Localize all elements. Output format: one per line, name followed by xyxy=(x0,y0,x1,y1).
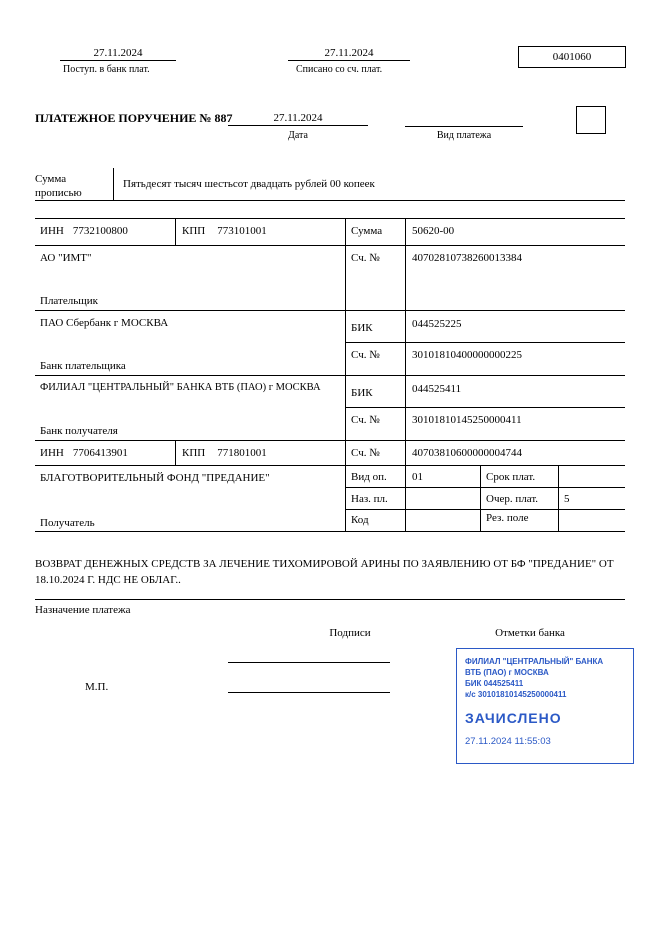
stamp-place-label: М.П. xyxy=(85,681,109,693)
table-vline xyxy=(405,218,406,531)
payee-bank-account-value: 30101810145250000411 xyxy=(412,414,522,426)
payee-name: БЛАГОТВОРИТЕЛЬНЫЙ ФОНД "ПРЕДАНИЕ" xyxy=(40,472,270,484)
table-line xyxy=(345,342,625,343)
payee-section-label: Получатель xyxy=(40,517,95,529)
amount-words-label-line2: прописью xyxy=(35,187,82,199)
payment-kind-label: Вид платежа xyxy=(436,130,492,141)
payer-account-label: Сч. № xyxy=(351,252,380,264)
bank-marks-label: Отметки банка xyxy=(495,627,565,639)
payee-bank-name: ФИЛИАЛ "ЦЕНТРАЛЬНЫЙ" БАНКА ВТБ (ПАО) г МОСКВА xyxy=(40,382,321,393)
amount-label: Сумма xyxy=(351,225,383,237)
payer-kpp-cell xyxy=(182,224,267,238)
table-line xyxy=(35,310,625,311)
payee-bank-account-label: Сч. № xyxy=(351,414,380,426)
amount-words-underline xyxy=(35,200,625,201)
payer-kpp-label: КПП xyxy=(182,225,206,237)
payee-kpp-label: КПП xyxy=(182,447,206,459)
payment-kind-line xyxy=(405,126,523,127)
table-vline xyxy=(175,218,176,245)
received-date-label: Поступ. в банк плат. xyxy=(63,64,150,75)
stamp-status: ЗАЧИСЛЕНО xyxy=(465,710,562,726)
payee-account-value: 40703810600000004744 xyxy=(412,447,522,459)
status-code-box xyxy=(576,106,606,134)
payer-name: АО "ИМТ" xyxy=(40,252,92,264)
amount-value: 50620-00 xyxy=(412,225,455,237)
payer-section-label: Плательщик xyxy=(40,295,98,307)
payer-bank-section-label: Банк плательщика xyxy=(40,360,126,372)
purpose-underline xyxy=(35,599,625,600)
payer-bank-account-value: 30101810400000000225 xyxy=(412,349,522,361)
payer-kpp-value: 773101001 xyxy=(217,225,267,237)
payer-bank-bik-label: БИК xyxy=(351,322,373,334)
signature-line xyxy=(228,692,390,693)
stamp-datetime: 27.11.2024 11:55:03 xyxy=(465,736,551,747)
document-date-label: Дата xyxy=(288,130,308,141)
payer-inn-label: ИНН xyxy=(40,225,64,237)
payer-inn-cell xyxy=(40,224,128,238)
form-code-box: 0401060 xyxy=(518,46,626,68)
table-line xyxy=(345,487,625,488)
purpose-text: ВОЗВРАТ ДЕНЕЖНЫХ СРЕДСТВ ЗА ЛЕЧЕНИЕ ТИХОМИРОВОЙ АРИНЫ ПО ЗАЯВЛЕНИЮ ОТ БФ "ПРЕДАНИЕ" ОТ 18.10.2024 Г. НДС НЕ ОБЛАГ.. xyxy=(35,558,614,586)
signature-line xyxy=(228,662,390,663)
stamp-bik: БИК 044525411 xyxy=(465,679,524,688)
bank-stamp xyxy=(456,648,634,764)
table-line xyxy=(35,245,625,246)
purpose-label: Назначение платежа xyxy=(35,604,131,616)
payer-bank-account-label: Сч. № xyxy=(351,349,380,361)
vid-op-value: 01 xyxy=(412,471,423,483)
amount-words-label-line1: Сумма xyxy=(35,173,67,185)
amount-words-value: Пятьдесят тысяч шестьсот двадцать рублей 00 копеек xyxy=(123,178,375,190)
payee-bank-bik-value: 044525411 xyxy=(412,383,462,395)
payer-account-value: 40702810738260013384 xyxy=(412,252,522,264)
amount-words-divider xyxy=(113,168,114,200)
signatures-label: Подписи xyxy=(329,627,371,639)
stamp-bank-line1: ФИЛИАЛ "ЦЕНТРАЛЬНЫЙ" БАНКА xyxy=(465,657,604,666)
table-line xyxy=(35,440,625,441)
payer-bank-name: ПАО Сбербанк г МОСКВА xyxy=(40,317,169,329)
stamp-bank-line2: ВТБ (ПАО) г МОСКВА xyxy=(465,668,549,677)
payee-bank-section-label: Банк получателя xyxy=(40,425,118,437)
debited-date-label: Списано со сч. плат. xyxy=(296,64,383,75)
ocher-plat-label: Очер. плат. xyxy=(486,493,539,505)
table-line xyxy=(35,465,625,466)
kod-label: Код xyxy=(351,514,369,526)
payee-inn-cell xyxy=(40,446,128,460)
stamp-corr-account: к/с 30101810145250000411 xyxy=(465,690,567,699)
payee-kpp-value: 771801001 xyxy=(217,447,267,459)
table-vline xyxy=(345,218,346,531)
document-date-value: 27.11.2024 xyxy=(228,111,368,126)
payer-inn-value: 7732100800 xyxy=(72,225,128,237)
table-line xyxy=(345,407,625,408)
table-vline xyxy=(480,465,481,531)
payee-kpp-cell xyxy=(182,446,267,460)
vid-op-label: Вид оп. xyxy=(351,471,387,483)
table-vline xyxy=(558,465,559,531)
table-line xyxy=(35,218,625,219)
payee-account-label: Сч. № xyxy=(351,447,380,459)
payer-bank-bik-value: 044525225 xyxy=(412,318,462,330)
table-line xyxy=(35,531,625,532)
document-title: ПЛАТЕЖНОЕ ПОРУЧЕНИЕ № 887 xyxy=(35,111,233,125)
payee-inn-value: 7706413901 xyxy=(72,447,128,459)
debited-date-value: 27.11.2024 xyxy=(288,46,410,61)
ocher-plat-value: 5 xyxy=(564,493,570,505)
naz-pl-label: Наз. пл. xyxy=(351,493,388,505)
table-line xyxy=(35,375,625,376)
received-date-value: 27.11.2024 xyxy=(60,46,176,61)
table-line xyxy=(345,509,625,510)
payee-bank-bik-label: БИК xyxy=(351,387,373,399)
rez-pole-label: Рез. поле xyxy=(486,512,529,524)
table-vline xyxy=(175,440,176,465)
payee-inn-label: ИНН xyxy=(40,447,64,459)
srok-plat-label: Срок плат. xyxy=(486,471,536,483)
